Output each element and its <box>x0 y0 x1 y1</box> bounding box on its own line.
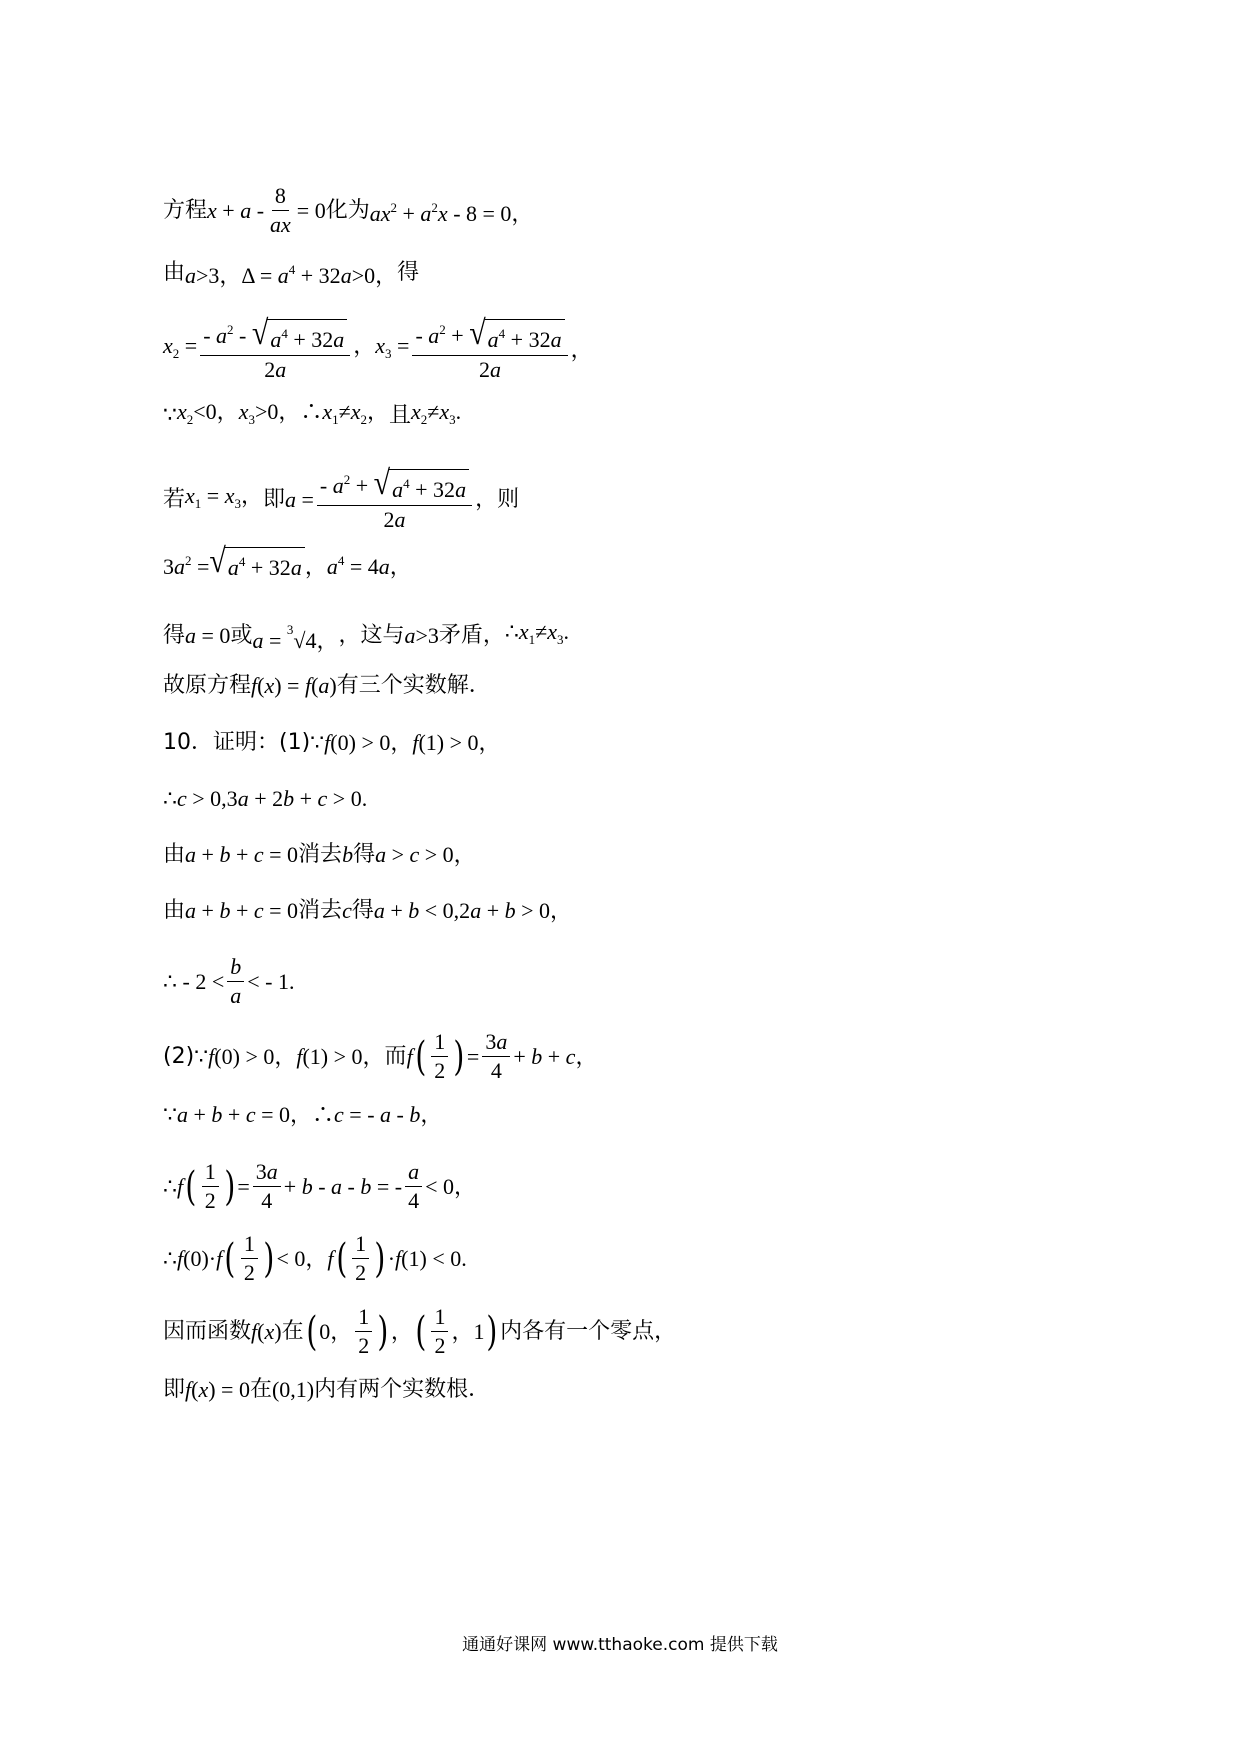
text-you: 由 <box>163 260 186 285</box>
text-fangcheng: 方程 <box>163 197 208 223</box>
text-zheyu: ，这与 <box>338 622 405 648</box>
line-c-positive: ∴c > 0,3a + 2b + c > 0. <box>163 786 368 811</box>
line-b-over-a-range: ∴ - 2 < $\frac{b}{a}$ < - 1. <box>163 954 295 1008</box>
text-huawei: 化为 <box>325 197 370 223</box>
line-final-conclusion: 即 f(x) = 0 在 (0,1) 内有两个实数根． <box>163 1375 490 1405</box>
line-part-2: (2) ∵f(0) > 0，f(1) > 0， 而 f ( $\frac{1}{2}$ ) = $\frac{3a}{4}$ + b + c， <box>163 1029 598 1083</box>
line-c-expression: ∵a + b + c = 0，∴c = - a - b， <box>163 1102 443 1127</box>
line-product-negative: ∴f(0)·f ( $\frac{1}{2}$ ) < 0，f ( $\frac{1}{2}$ ) ·f(1) < 0. <box>163 1231 467 1285</box>
text-maodun: 矛盾， <box>438 622 505 648</box>
text-zai-2: 在 <box>249 1377 272 1402</box>
line-eliminate-b: 由 a + b + c = 0 消去 b 得 a > c > 0， <box>163 840 476 870</box>
because-symbol: ∵ <box>163 403 177 428</box>
text-xiaoqu: 消去 <box>298 842 343 867</box>
text-de: 得 <box>397 260 420 285</box>
line-problem-10-start: 10．证明：(1) ∵f(0) > 0，f(1) > 0， <box>163 728 501 758</box>
text-ze: ，则 <box>475 487 520 512</box>
line-roots-x2-x3: $x_2$ = - $a^2$ - √ $a^4 + 32a$ 2a ，$x_3$ = - $a^2$ + √ $a^4 + 32a$ 2a ， <box>163 314 593 382</box>
text-qie: 且 <box>389 403 412 428</box>
text-ji: 即 <box>262 487 285 512</box>
text-er: 而 <box>384 1043 407 1069</box>
text-xiaoqu-2: 消去 <box>298 898 343 923</box>
line-zeros-intervals: 因而函数 f(x) 在 ( 0， $\frac{1}{2}$ ) ， ( $\frac{1}{2}$ ，1 ) 内各有一个零点， <box>163 1304 677 1358</box>
line-discriminant: 由 a>3，$\Delta = a^4 + 32a>0$， 得 <box>163 260 420 288</box>
text-ji-2: 即 <box>163 1377 186 1402</box>
text-de-4: 得 <box>351 898 374 923</box>
text-proof-heading: 10．证明：(1) <box>163 730 311 755</box>
text-part-2-label: (2) <box>163 1043 195 1069</box>
text-three-roots: 有三个实数解． <box>336 673 491 698</box>
line-contradiction: 得 a = 0 或 a = $^3$√4， ，这与 a>3 矛盾， $\therefore x_1\ne x_3$. <box>163 618 570 653</box>
text-de-3: 得 <box>353 842 376 867</box>
footer-watermark: 通通好课网 www.tthaoke.com 提供下载 <box>462 1635 778 1655</box>
line-square-equation: $3a^2$ = √ $a^4 + 32a$ ，$a^4 = 4a$， <box>163 542 412 581</box>
text-huo: 或 <box>230 622 253 648</box>
text-two-roots: 内有两个实数根． <box>314 1377 491 1402</box>
text-zai: 在 <box>281 1318 304 1344</box>
text-you-2: 由 <box>163 842 186 867</box>
text-guyuan: 故原方程 <box>163 673 252 698</box>
line-equation-transform: 方程 x + a - $\frac{8}{ax}$ = 0 化为 $ax^2 + a^2x - 8 = 0$， <box>163 183 534 237</box>
line-f-half-negative: ∴f ( $\frac{1}{2}$ ) = $\frac{3a}{4}$ + b - a - b = - $\frac{a}{4}$ < 0， <box>163 1159 476 1213</box>
line-assume-equal: 若 $x_1 = x_3$， 即 a = - $a^2$ + √ $a^4 + 32a$ 2a ，则 <box>163 464 520 532</box>
text-de-2: 得 <box>163 622 186 648</box>
text-you-3: 由 <box>163 898 186 923</box>
text-yin-er-hanshu: 因而函数 <box>163 1318 252 1344</box>
text-each-zero: 内各有一个零点， <box>500 1318 677 1344</box>
line-eliminate-c: 由 a + b + c = 0 消去 c 得 a + b < 0,2a + b > 0， <box>163 896 572 926</box>
line-conclusion-three-roots: 故原方程 f(x) = f(a) 有三个实数解． <box>163 671 491 701</box>
text-ruo: 若 <box>163 487 186 512</box>
line-sign-roots: ∵ $x_2<0$，$x_3>0$，$\therefore x_1\ne x_2$， 且 $x_2\ne x_3$. <box>163 397 461 435</box>
